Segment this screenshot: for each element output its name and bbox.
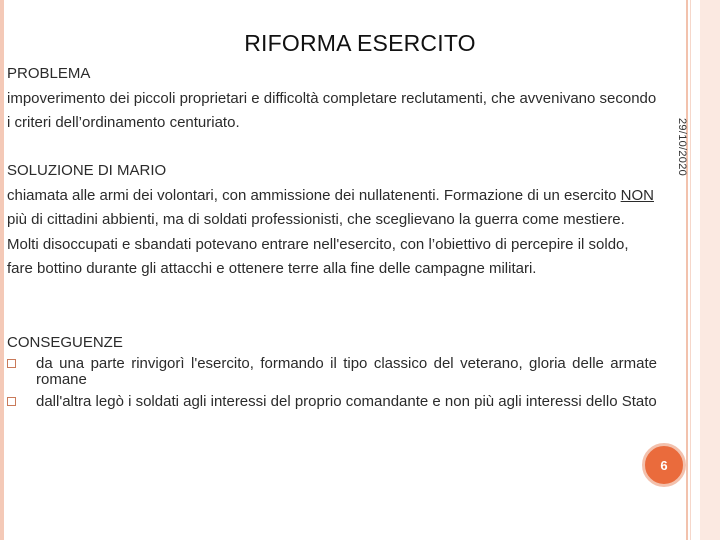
problem-text: impoverimento dei piccoli proprietari e difficoltà completare reclutamenti, che avvenivano secondo i criteri dell’ordinamento centuriato.	[7, 89, 657, 131]
consequences-section	[7, 331, 657, 416]
solution-text-emphasis: NON	[620, 186, 654, 204]
solution-section	[7, 159, 657, 282]
solution-text-before: chiamata alle armi dei volontari, con ammissione dei nullatenenti. Formazione di un esercito	[7, 186, 621, 204]
checkbox-bullet-icon	[7, 359, 16, 368]
problem-heading: PROBLEMA	[7, 65, 91, 82]
consequences-heading: CONSEGUENZE	[7, 334, 123, 351]
frame-right-border	[686, 0, 688, 540]
checkbox-bullet-icon	[7, 397, 16, 406]
problem-section	[7, 62, 657, 136]
frame-right-band	[700, 0, 720, 540]
slide-date: 29/10/2020	[676, 118, 688, 177]
list-item	[7, 394, 657, 410]
slide-title: RIFORMA ESERCITO	[244, 30, 476, 56]
solution-heading: SOLUZIONE DI MARIO	[7, 162, 167, 179]
list-item-text: dall'altra legò i soldati agli interessi del proprio comandante e non più agli interessi dello Stato	[36, 392, 657, 410]
list-item-text: da una parte rinvigorì l'esercito, formando il tipo classico del veterano, gloria delle armate romane	[36, 354, 657, 388]
list-item	[7, 356, 657, 388]
consequences-list	[7, 356, 657, 410]
frame-left-border	[0, 0, 4, 540]
solution-text-after: più di cittadini abbienti, ma di soldati professionisti, che sceglievano la guerra come mestiere. Molti disoccupati e sbandati potevano entrare nell'esercito, con l’obiettivo di percepire il soldo, fare bottino durante gli attacchi e ottenere terre alla fine delle campagne militari.	[7, 211, 629, 277]
page-number-badge: 6	[642, 443, 686, 487]
frame-right-line	[690, 0, 691, 540]
